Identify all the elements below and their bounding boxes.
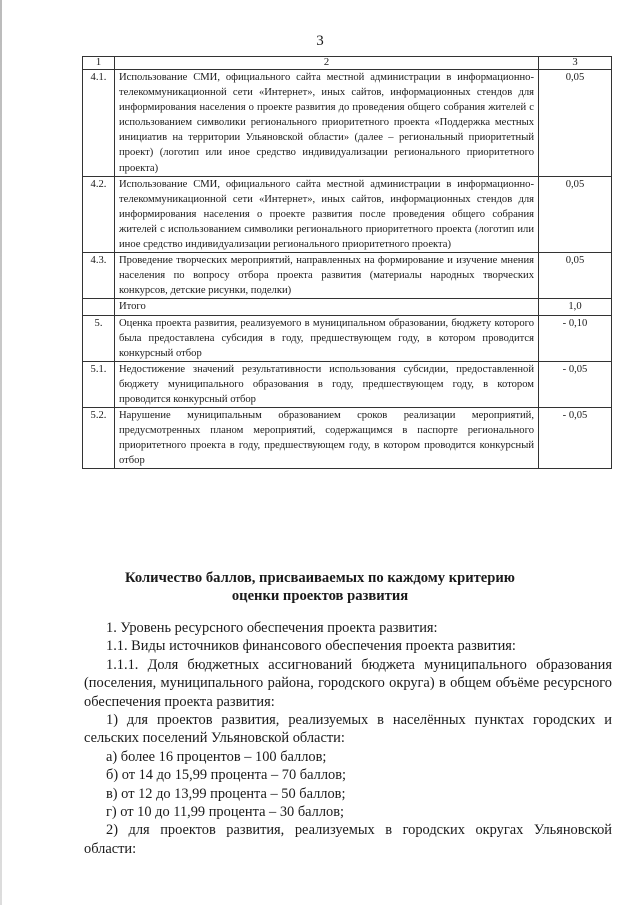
row-text: Итого (115, 299, 539, 315)
paragraph: 1. Уровень ресурсного обеспечения проекта развития: (106, 620, 438, 636)
header-col-3: 3 (539, 57, 612, 70)
row-text: Использование СМИ, официального сайта местной администрации в информационно-телекоммуникационной сети «Интернет», иных сайтов, информационных стендов для информирования населения о проекте развития до проведения общего собрания жителей с использованием символики регионального приоритетного проекта «Поддержка местных инициатив на территории Ульяновской области» (далее – региональный приоритетный проект) (логотип или иное средство индивидуализации регионального приоритетного проекта) (115, 70, 539, 177)
row-text: Проведение творческих мероприятий, направленных на формирование и изучение мнения населения по вопросу отбора проекта развития (материалы народных творческих конкурсов, детские рисунки, поделки) (115, 253, 539, 299)
row-number: 4.3. (83, 253, 115, 299)
row-text: Использование СМИ, официального сайта местной администрации в информационно-телекоммуникационной сети «Интернет», иных сайтов, информационных стендов для информирования населения о проекте развития после проведения общего собрания жителей с использованием символики регионального приоритетного проекта (логотип или иное средство индивидуализации регионального приоритетного проекта) (115, 176, 539, 252)
table-row (83, 176, 612, 252)
row-value: 1,0 (539, 299, 612, 315)
paragraph: 1) для проектов развития, реализуемых в населённых пунктах городских и сельских поселений Ульяновской области: (84, 712, 612, 747)
row-value: - 0,05 (539, 408, 612, 469)
table-row (83, 315, 612, 361)
table-row (83, 253, 612, 299)
row-value: 0,05 (539, 253, 612, 299)
paragraph: 1.1. Виды источников финансового обеспечения проекта развития: (106, 638, 516, 655)
paragraph: 2) для проектов развития, реализуемых в городских округах Ульяновской области: (84, 822, 612, 857)
list-item: в) от 12 до 13,99 процента – 50 баллов; (106, 785, 346, 802)
header-col-1: 1 (83, 57, 115, 70)
row-text: Недостижение значений результативности использования субсидии, предоставленной бюджету муниципального образования в году, предшествующем году, в котором проводится конкурсный отбор (115, 361, 539, 407)
list-item: б) от 14 до 15,99 процента – 70 баллов; (106, 767, 346, 784)
heading-line-2: оценки проектов развития (231, 588, 409, 604)
row-number: 5.1. (83, 361, 115, 407)
row-text: Нарушение муниципальным образованием сроков реализации мероприятий, предусмотренных планом мероприятий, содержащимся в паспорте регионального приоритетного проекта в году, предшествующем году, в котором проводится конкурсный отбор (115, 408, 539, 469)
row-value: 0,05 (539, 70, 612, 177)
list-item: г) от 10 до 11,99 процента – 30 баллов; (106, 804, 345, 821)
row-text: Оценка проекта развития, реализуемого в муниципальном образовании, бюджету которого была предоставлена субсидия в году, предшествующем году, в котором проводится конкурсный отбор (115, 315, 539, 361)
total-row (83, 299, 612, 315)
row-value: - 0,10 (539, 315, 612, 361)
heading-line-1: Количество баллов, присваиваемых по каждому критерию (125, 570, 515, 586)
row-number: 5. (83, 315, 115, 361)
table-row (83, 361, 612, 407)
section-heading (0, 569, 640, 605)
row-value: 0,05 (539, 176, 612, 252)
criteria-table (82, 56, 612, 469)
paragraph: 1.1.1. Доля бюджетных ассигнований бюджета муниципального образования (поселения, муниципального района, городского округа) в общем объёме ресурсного обеспечения проекта развития: (84, 656, 612, 710)
table-row (83, 408, 612, 469)
row-number: 4.2. (83, 176, 115, 252)
row-number (83, 299, 115, 315)
row-value: - 0,05 (539, 361, 612, 407)
scan-edge (0, 0, 2, 905)
table-row (83, 70, 612, 177)
row-number: 5.2. (83, 408, 115, 469)
list-item: а) более 16 процентов – 100 баллов; (106, 748, 327, 765)
table-header-row (83, 57, 612, 70)
page-number: 3 (316, 33, 324, 49)
row-number: 4.1. (83, 70, 115, 177)
header-col-2: 2 (115, 57, 539, 70)
body-text (84, 619, 612, 858)
